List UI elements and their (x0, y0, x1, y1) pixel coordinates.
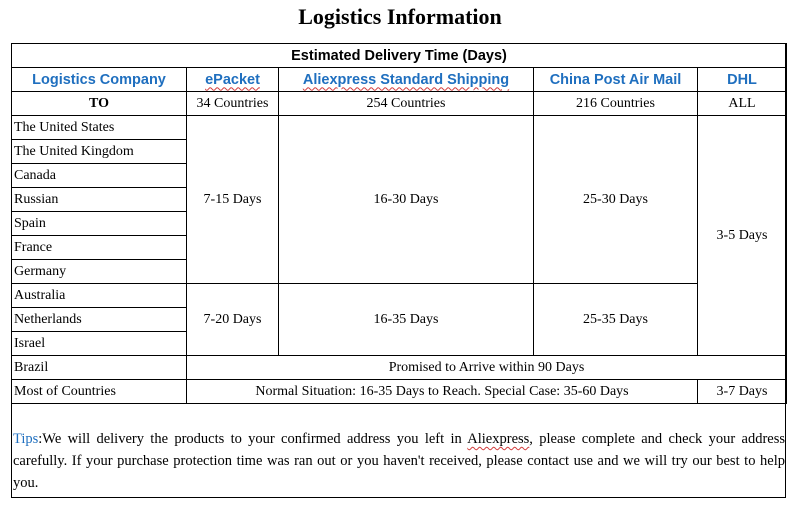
table-header: Estimated Delivery Time (Days) (12, 44, 787, 68)
group1-epacket: 7-15 Days (187, 116, 279, 284)
country-cell: Germany (12, 260, 187, 284)
col-header-chinapost: China Post Air Mail (534, 68, 698, 92)
most-label: Most of Countries (12, 380, 187, 404)
brazil-value: Promised to Arrive within 90 Days (187, 356, 787, 380)
country-cell: The United States (12, 116, 187, 140)
to-epacket: 34 Countries (187, 92, 279, 116)
brazil-label: Brazil (12, 356, 187, 380)
group1-chinapost: 25-30 Days (534, 116, 698, 284)
country-cell: Israel (12, 332, 187, 356)
country-cell: Australia (12, 284, 187, 308)
group2-chinapost: 25-35 Days (534, 284, 698, 356)
country-cell: The United Kingdom (12, 140, 187, 164)
to-chinapost: 216 Countries (534, 92, 698, 116)
tips-paragraph (13, 428, 785, 494)
col-header-company: Logistics Company (12, 68, 187, 92)
tips-label: Tips (13, 431, 39, 447)
most-value: Normal Situation: 16-35 Days to Reach. Special Case: 35-60 Days (187, 380, 698, 404)
logistics-table (11, 43, 787, 404)
to-label: TO (12, 92, 187, 116)
col-header-dhl: DHL (698, 68, 787, 92)
tips-text-after: , please complete and check your address carefully. If your purchase protection time was ran out or you haven't received, please contact use and we will try our best to help you. (13, 431, 786, 491)
to-dhl: ALL (698, 92, 787, 116)
most-dhl: 3-7 Days (698, 380, 787, 404)
col-header-epacket: ePacket (205, 71, 260, 88)
country-cell: Russian (12, 188, 187, 212)
country-cell: Spain (12, 212, 187, 236)
tips-flagged-word: Aliexpress (467, 431, 530, 447)
country-cell: France (12, 236, 187, 260)
group2-epacket: 7-20 Days (187, 284, 279, 356)
page-title: Logistics Information (298, 4, 502, 29)
country-cell: Canada (12, 164, 187, 188)
to-aliexpress: 254 Countries (279, 92, 534, 116)
country-cell: Netherlands (12, 308, 187, 332)
tips-text-before: :We will delivery the products to your confirmed address you left in (38, 431, 468, 447)
col-header-aliexpress: Aliexpress Standard Shipping (302, 71, 510, 88)
group1-aliexpress: 16-30 Days (279, 116, 534, 284)
dhl-main: 3-5 Days (698, 116, 787, 356)
group2-aliexpress: 16-35 Days (279, 284, 534, 356)
